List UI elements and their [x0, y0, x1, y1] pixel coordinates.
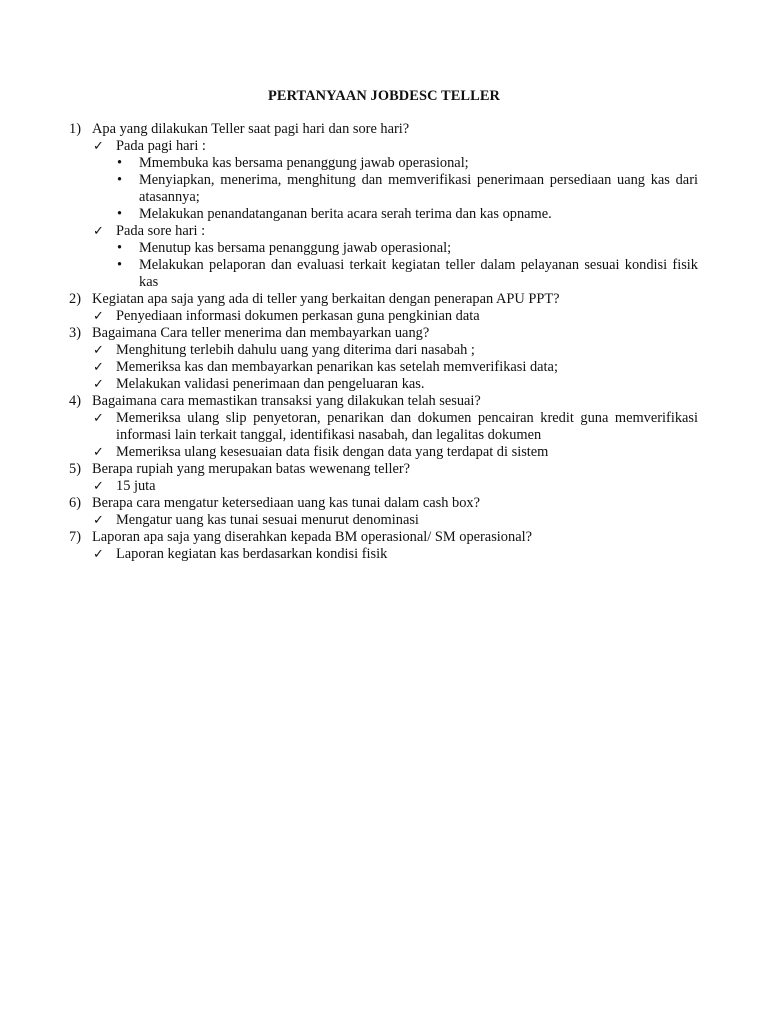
- bullet-text: Menutup kas bersama penanggung jawab operasional;: [139, 240, 452, 256]
- question-2: [0, 291, 768, 308]
- bullet-icon: •: [117, 155, 123, 171]
- question-list: [0, 121, 768, 563]
- question-text: Berapa cara mengatur ketersediaan uang kas tunai dalam cash box?: [92, 495, 480, 511]
- bullet-text: Mmembuka kas bersama penanggung jawab operasional;: [139, 155, 469, 171]
- question-number: 5): [69, 461, 81, 477]
- bullet-item: [0, 206, 768, 223]
- check-icon: ✓: [93, 343, 104, 358]
- answer-item: [0, 376, 768, 393]
- bullet-icon: •: [117, 172, 123, 188]
- answer-item: [0, 512, 768, 529]
- answer-item: [0, 410, 768, 444]
- question-text: Kegiatan apa saja yang ada di teller yang berkaitan dengan penerapan APU PPT?: [92, 291, 560, 307]
- bullet-item: [0, 240, 768, 257]
- check-icon: ✓: [93, 309, 104, 324]
- bullet-item: [0, 257, 768, 291]
- check-icon: ✓: [93, 411, 104, 426]
- question-4: [0, 393, 768, 410]
- question-text: Bagaimana cara memastikan transaksi yang dilakukan telah sesuai?: [92, 393, 481, 409]
- question-number: 6): [69, 495, 81, 511]
- answer-item: [0, 444, 768, 461]
- answer-text: Melakukan validasi penerimaan dan pengeluaran kas.: [116, 376, 425, 392]
- answer-text: Laporan kegiatan kas berdasarkan kondisi fisik: [116, 546, 388, 562]
- question-6: [0, 495, 768, 512]
- answer-text: Penyediaan informasi dokumen perkasan guna pengkinian data: [116, 308, 480, 324]
- answer-text: 15 juta: [116, 478, 156, 494]
- answer-morning: [0, 138, 768, 155]
- question-text: Berapa rupiah yang merupakan batas wewenang teller?: [92, 461, 411, 477]
- question-number: 3): [69, 325, 81, 341]
- question-5: [0, 461, 768, 478]
- bullet-item: [0, 172, 768, 206]
- check-icon: ✓: [93, 513, 104, 528]
- question-3: [0, 325, 768, 342]
- check-icon: ✓: [93, 224, 104, 239]
- answer-item: [0, 308, 768, 325]
- answer-text: Mengatur uang kas tunai sesuai menurut denominasi: [116, 512, 419, 528]
- answer-text: Memeriksa kas dan membayarkan penarikan kas setelah memverifikasi data;: [116, 359, 558, 375]
- check-icon: ✓: [93, 139, 104, 154]
- answer-item: [0, 359, 768, 376]
- check-icon: ✓: [93, 445, 104, 460]
- bullet-text: Melakukan pelaporan dan evaluasi terkait kegiatan teller dalam pelayanan sesuai kondisi fisik kas: [139, 257, 698, 290]
- answer-text: Menghitung terlebih dahulu uang yang diterima dari nasabah ;: [116, 342, 475, 358]
- bullet-icon: •: [117, 257, 123, 273]
- answer-item: [0, 342, 768, 359]
- check-icon: ✓: [93, 547, 104, 562]
- question-number: 4): [69, 393, 81, 409]
- answer-evening: [0, 223, 768, 240]
- check-icon: ✓: [93, 479, 104, 494]
- question-text: Bagaimana Cara teller menerima dan membayarkan uang?: [92, 325, 430, 341]
- question-1: [0, 121, 768, 138]
- check-icon: ✓: [93, 360, 104, 375]
- answer-text: Memeriksa ulang kesesuaian data fisik dengan data yang terdapat di sistem: [116, 444, 549, 460]
- answer-item: [0, 546, 768, 563]
- question-text: Apa yang dilakukan Teller saat pagi hari dan sore hari?: [92, 121, 410, 137]
- question-text: Laporan apa saja yang diserahkan kepada BM operasional/ SM operasional?: [92, 529, 532, 545]
- question-number: 1): [69, 121, 81, 137]
- document-title: PERTANYAAN JOBDESC TELLER: [267, 88, 501, 104]
- answer-text: Pada sore hari :: [116, 223, 206, 239]
- question-number: 7): [69, 529, 81, 545]
- answer-text: Pada pagi hari :: [116, 138, 206, 154]
- bullet-item: [0, 155, 768, 172]
- question-7: [0, 529, 768, 546]
- bullet-text: Melakukan penandatanganan berita acara serah terima dan kas opname.: [139, 206, 552, 222]
- answer-item: [0, 478, 768, 495]
- bullet-text: Menyiapkan, menerima, menghitung dan memverifikasi penerimaan persediaan uang kas dari atasannya;: [139, 172, 698, 205]
- answer-text: Memeriksa ulang slip penyetoran, penarikan dan dokumen pencairan kredit guna memverifikasi informasi lain terkait tanggal, identifikasi nasabah, dan legalitas dokumen: [116, 410, 698, 443]
- check-icon: ✓: [93, 377, 104, 392]
- question-number: 2): [69, 291, 81, 307]
- bullet-icon: •: [117, 240, 123, 256]
- bullet-icon: •: [117, 206, 123, 222]
